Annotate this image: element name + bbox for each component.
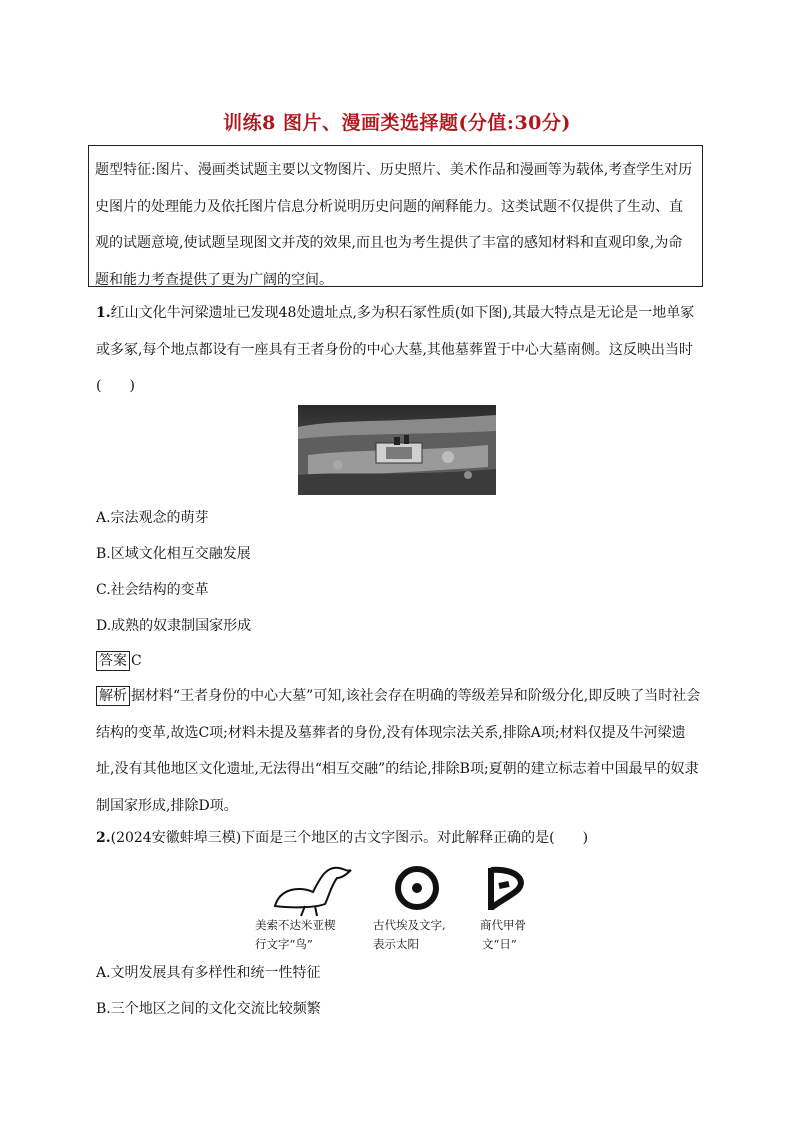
question-1-option-c: C.社会结构的变革 [96,582,209,598]
question-1-analysis [96,678,702,824]
bird-glyph-icon [275,868,351,916]
excavation-site-image [298,405,496,495]
answer-value: C [131,653,142,669]
answer-label: 答案 [96,651,130,671]
sun-glyph-icon [398,869,436,907]
question-1-number: 1. [96,305,111,321]
caption-egypt: 古代埃及文字, 表示太阳 [373,918,446,951]
question-1-option-a: A.宗法观念的萌芽 [96,510,209,526]
question-1-stem [96,295,702,405]
question-2-option-b: B.三个地区之间的文化交流比较频繁 [96,1001,321,1017]
question-2-stem [96,820,702,857]
question-1-text: 红山文化牛河梁遗址已发现48处遗址点,多为积石冢性质(如下图),其最大特点是无论是一地单冢或多冢,每个地点都设有一座具有王者身份的中心大墓,其他墓葬置于中心大墓南侧。这反映出当时( ) [96,305,695,394]
oracle-sun-glyph-icon [491,868,521,910]
question-2-number: 2. [96,830,111,846]
question-1-answer [96,651,142,671]
ancient-scripts-figure [255,858,555,958]
intro-text: 题型特征:图片、漫画类试题主要以文物图片、历史照片、美术作品和漫画等为载体,考查学生对历史图片的处理能力及依托图片信息分析说明历史问题的阐释能力。这类试题不仅提供了生动、直观的试题意境,使试题呈现图文并茂的效果,而且也为考生提供了丰富的感知材料和直观印象,为命题和能力考查提供了更为广阔的空间。 [95,162,693,288]
analysis-text: 据材料“王者身份的中心大墓”可知,该社会存在明确的等级差异和阶级分化,即反映了当时社会结构的变革,故选C项;材料未提及墓葬者的身份,没有体现宗法关系,排除A项;材料仅提及牛河梁遗址,没有其他地区文化遗址,无法得出“相互交融”的结论,排除B项;夏朝的建立标志着中国最早的奴隶制国家形成,排除D项。 [96,688,701,814]
ancient-glyphs [255,858,555,918]
question-1-option-b: B.区域文化相互交融发展 [96,546,251,562]
question-2-text: (2024安徽蚌埠三模)下面是三个地区的古文字图示。对此解释正确的是( ) [110,830,589,846]
caption-shang: 商代甲骨 文“日” [480,918,526,951]
page-title: 训练8 图片、漫画类选择题(分值:30分) [223,112,571,134]
excavation-site-photo [298,405,496,495]
caption-mesopotamia: 美索不达米亚楔 行文字“鸟” [255,918,336,951]
question-type-intro-box [88,145,703,287]
analysis-label: 解析 [96,686,130,706]
question-1-option-d: D.成熟的奴隶制国家形成 [96,618,252,634]
question-2-option-a: A.文明发展具有多样性和统一性特征 [96,965,321,981]
